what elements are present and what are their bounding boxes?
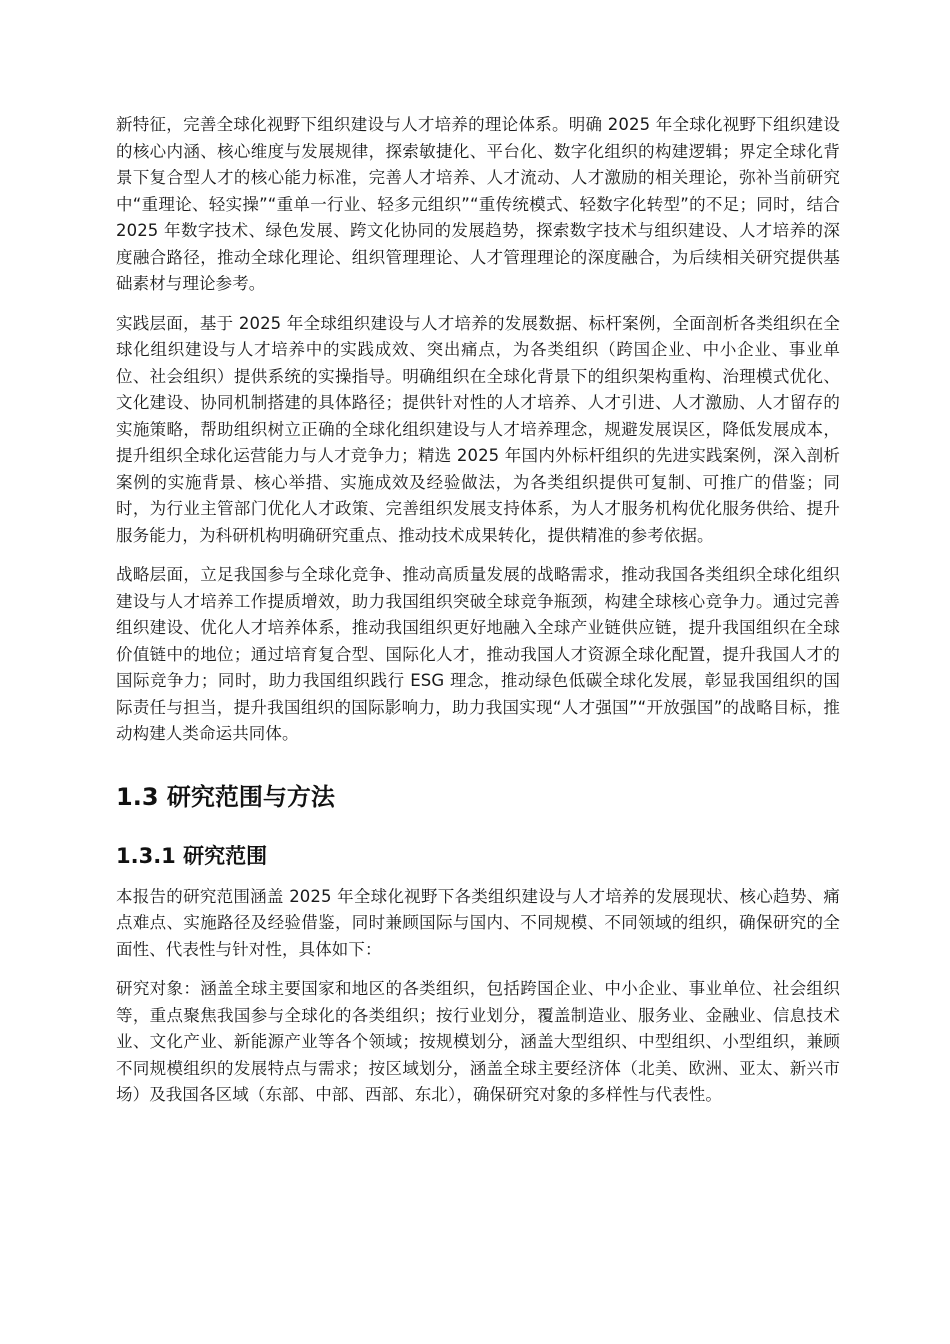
section-heading: 1.3 研究范围与方法 (116, 782, 335, 811)
document-page (116, 112, 840, 1122)
paragraph-scope-intro: 本报告的研究范围涵盖 2025 年全球化视野下各类组织建设与人才培养的发展现状、核心趋势、痛点难点、实施路径及经验借鉴，同时兼顾国际与国内、不同规模、不同领域的组织，确保研究的全面性、代表性与针对性，具体如下： (116, 886, 840, 959)
subsection-heading: 1.3.1 研究范围 (116, 843, 268, 868)
paragraph-practice: 实践层面，基于 2025 年全球组织建设与人才培养的发展数据、标杆案例，全面剖析各类组织在全球化组织建设与人才培养中的实践成效、突出痛点，为各类组织（跨国企业、中小企业、事业单位、社会组织）提供系统的实操指导。明确组织在全球化背景下的组织架构重构、治理模式优化、文化建设、协同机制搭建的具体路径；提供针对性的人才培养、人才引进、人才激励、人才留存的实施策略，帮助组织树立正确的全球化组织建设与人才培养理念，规避发展误区，降低发展成本，提升组织全球化运营能力与人才竞争力；精选 2025 年国内外标杆组织的先进实践案例，深入剖析案例的实施背景、核心举措、实施成效及经验做法，为各类组织提供可复制、可推广的借鉴；同时，为行业主管部门优化人才政策、完善组织发展支持体系，为人才服务机构优化服务供给、提升服务能力，为科研机构明确研究重点、推动技术成果转化，提供精准的参考依据。 (116, 313, 840, 545)
paragraph-research-objects: 研究对象：涵盖全球主要国家和地区的各类组织，包括跨国企业、中小企业、事业单位、社会组织等，重点聚焦我国参与全球化的各类组织；按行业划分，覆盖制造业、服务业、金融业、信息技术业、文化产业、新能源产业等各个领域；按规模划分，涵盖大型组织、中型组织、小型组织，兼顾不同规模组织的发展特点与需求；按区域划分，涵盖全球主要经济体（北美、欧洲、亚太、新兴市场）及我国各区域（东部、中部、西部、东北），确保研究对象的多样性与代表性。 (116, 979, 840, 1104)
paragraph-strategy: 战略层面，立足我国参与全球化竞争、推动高质量发展的战略需求，推动我国各类组织全球化组织建设与人才培养工作提质增效，助力我国组织突破全球竞争瓶颈，构建全球核心竞争力。通过完善组织建设、优化人才培养体系，推动我国组织更好地融入全球产业链供应链，提升我国组织在全球价值链中的地位；通过培育复合型、国际化人才，推动我国人才资源全球化配置，提升我国人才的国际竞争力；同时，助力我国组织践行 ESG 理念，推动绿色低碳全球化发展，彰显我国组织的国际责任与担当，提升我国组织的国际影响力，助力我国实现“人才强国”“开放强国”的战略目标，推动构建人类命运共同体。 (116, 565, 840, 743)
paragraph-theory: 新特征，完善全球化视野下组织建设与人才培养的理论体系。明确 2025 年全球化视野下组织建设的核心内涵、核心维度与发展规律，探索敏捷化、平台化、数字化组织的构建逻辑；界定全球化背景下复合型人才的核心能力标准，完善人才培养、人才流动、人才激励的相关理论，弥补当前研究中“重理论、轻实操”“重单一行业、轻多元组织”“重传统模式、轻数字化转型”的不足；同时，结合 2025 年数字技术、绿色发展、跨文化协同的发展趋势，探索数字技术与组织建设、人才培养的深度融合路径，推动全球化理论、组织管理理论、人才管理理论的深度融合，为后续相关研究提供基础素材与理论参考。 (116, 115, 840, 293)
